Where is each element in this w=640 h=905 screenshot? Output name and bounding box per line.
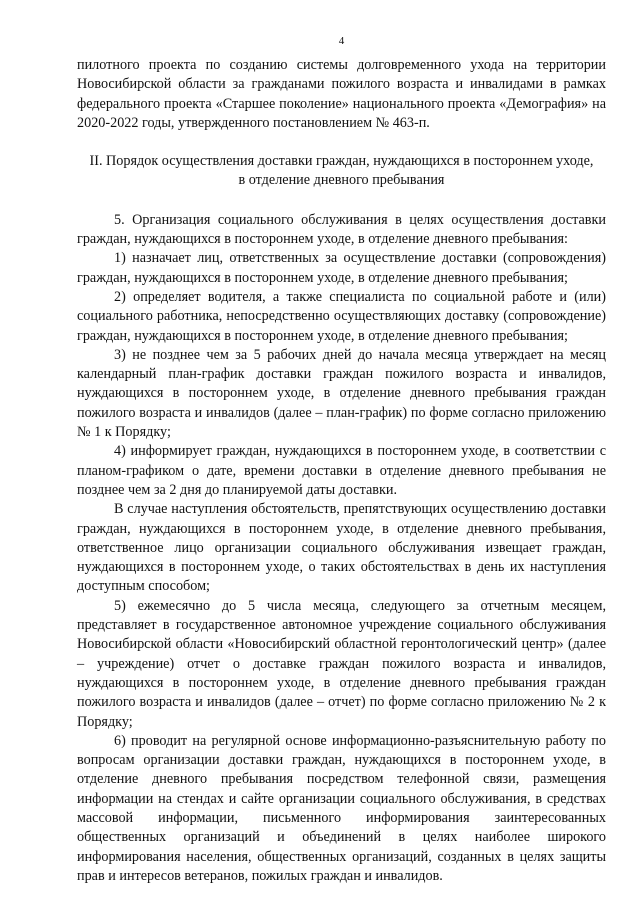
paragraph-item-4: 4) информирует граждан, нуждающихся в постороннем уходе, в соответствии с планом-графиком о дате, времени доставки в отделение дневного пребывания не позднее чем за 2 дня до планируемой даты доставки. [77, 443, 606, 498]
section-heading: II. Порядок осуществления доставки граждан, нуждающихся в постороннем уходе, в отделение дневного пребывания [89, 153, 594, 189]
paragraph-circumstances: В случае наступления обстоятельств, препятствующих осуществлению доставки граждан, нуждающихся в постороннем уходе, в отделение дневного пребывания, ответственное лицо организации социального обслуживания извещает граждан, нуждающихся в постороннем уходе, о таких обстоятельствах в день их наступления доступным способом; [77, 501, 606, 595]
paragraph-item-2: 2) определяет водителя, а также специалиста по социальной работе и (или) социального работника, непосредственно осуществляющих доставку (сопровождение) граждан, нуждающихся в постороннем уходе, в отделение дневного пребывания; [77, 288, 606, 344]
paragraph-item-3: 3) не позднее чем за 5 рабочих дней до начала месяца утверждает на месяц календарный план-график доставки граждан пожилого возраста и инвалидов, нуждающихся в постороннем уходе, в отделение дневного пребывания граждан пожилого возраста и инвалидов (далее – план-график) по форме согласно приложению № 1 к Порядку; [77, 346, 606, 441]
paragraph-clause-5: 5. Организация социального обслуживания в целях осуществления доставки граждан, нуждающихся в постороннем уходе, в отделение дневного пребывания: [77, 211, 606, 248]
paragraph-item-6: 6) проводит на регулярной основе информационно-разъяснительную работу по вопросам организации доставки граждан, нуждающихся в постороннем уходе, в отделение дневного пребывания посредством телефонной связи, размещения информации на стендах и сайте организации социального обслуживания, в средствах массовой информации, письменного информирования заинтересованных общественных организаций и объединений в целях наиболее широкого информирования населения, общественных организаций, созданных в целях защиты прав и интересов ветеранов, пожилых граждан и инвалидов. [77, 732, 606, 884]
intro-paragraph: пилотного проекта по созданию системы долговременного ухода на территории Новосибирской области за гражданами пожилого возраста и инвалидами в рамках федерального проекта «Старшее поколение» национального проекта «Демография» на 2020-2022 годы, утвержденного постановлением № 463-п. [77, 57, 606, 131]
paragraph-item-1: 1) назначает лиц, ответственных за осуществление доставки (сопровождения) граждан, нуждающихся в постороннем уходе, в отделение дневного пребывания; [77, 250, 606, 286]
page-number: 4 [338, 35, 345, 47]
paragraph-item-5: 5) ежемесячно до 5 числа месяца, следующего за отчетным месяцем, представляет в государственное автономное учреждение социального обслуживания Новосибирской области «Новосибирский областной геронтологический центр» (далее – учреждение) отчет о доставке граждан пожилого возраста и инвалидов, нуждающихся в постороннем уходе, в отделение дневного пребывания граждан пожилого возраста и инвалидов (далее – отчет) по форме согласно приложению № 2 к Порядку; [77, 597, 606, 730]
